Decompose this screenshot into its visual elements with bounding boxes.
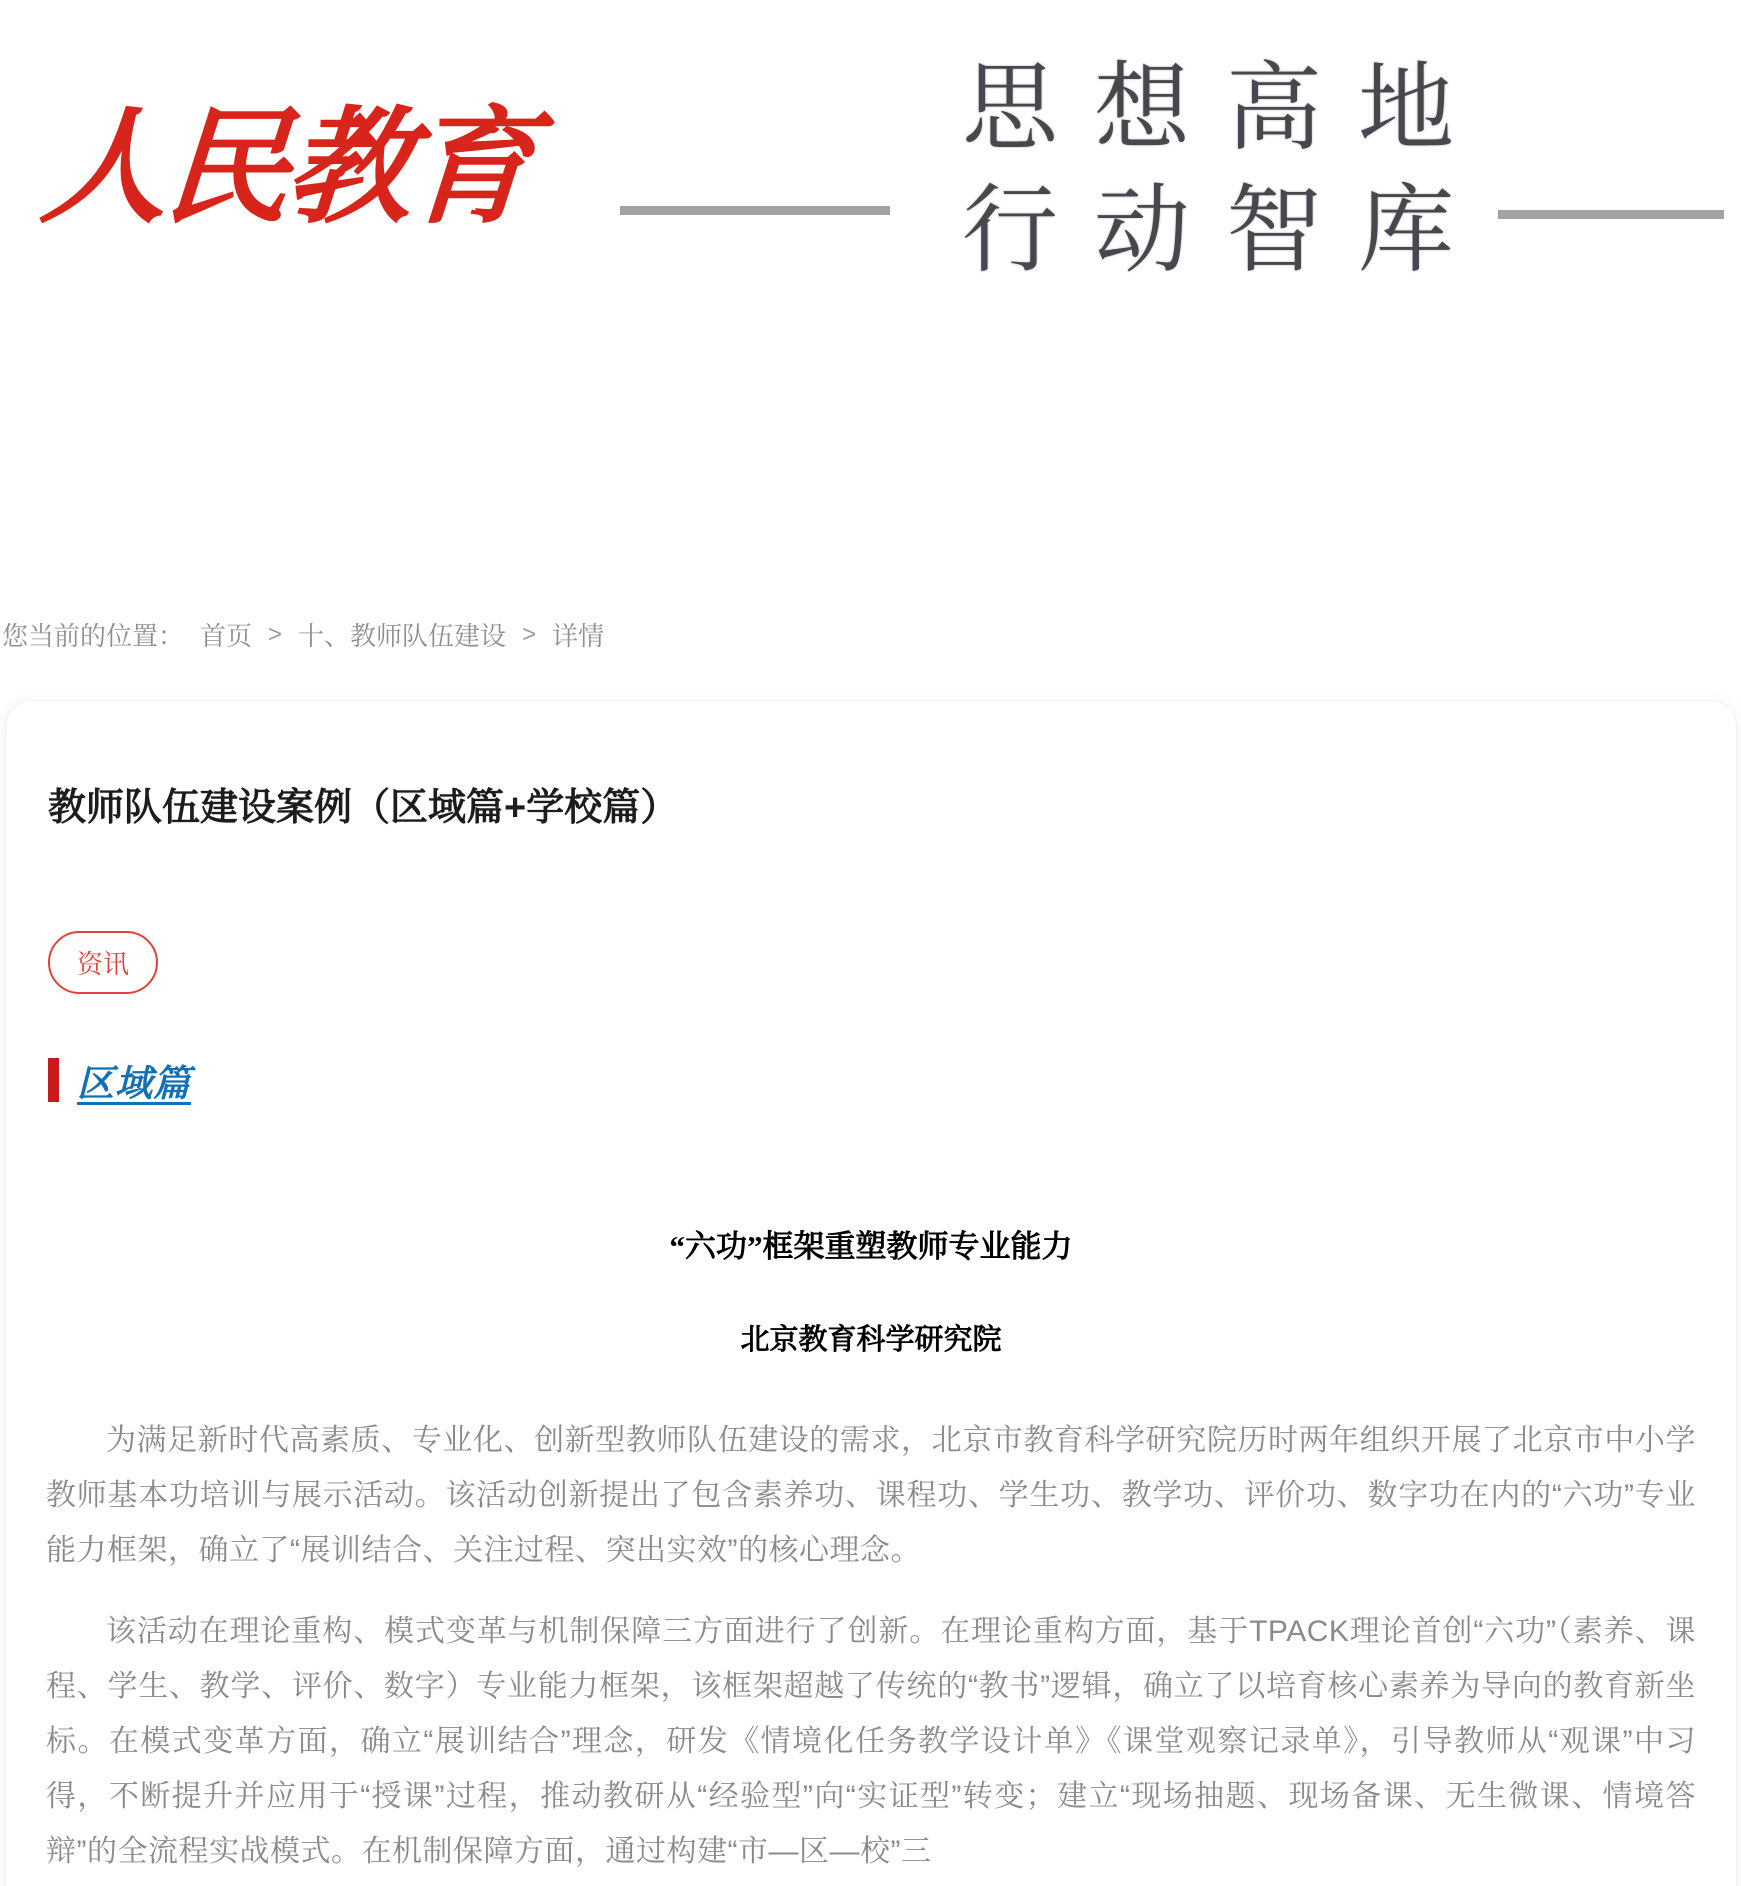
breadcrumb-link-home[interactable]: 首页 [200,621,253,651]
breadcrumb-current-detail: 详情 [552,621,605,651]
slogan-line-1: 思想高地 [962,55,1490,162]
breadcrumb-link-section[interactable]: 十、教师队伍建设 [298,621,507,651]
header-divider-left [620,206,890,215]
slogan-line-2: 行动智库 [962,177,1490,284]
article-tag-badge[interactable]: 资讯 [48,931,158,994]
site-logo[interactable]: 人民教育 [37,99,536,239]
body-paragraph-2: 该活动在理论重构、模式变革与机制保障三方面进行了创新。在理论重构方面，基于TPACK理论首创“六功”（素养、课程、学生、教学、评价、数字）专业能力框架，该框架超越了传统的“教书”逻辑，确立了以培育核心素养为导向的教育新坐标。在模式变革方面，确立“展训结合”理念，研发《情境化任务教学设计单》《课堂观察记录单》，引导教师从“观课”中习得，不断提升并应用于“授课”过程，推动教研从“经验型”向“实证型”转变；建立“现场抽题、现场备课、无生微课、情境答辩”的全流程实战模式。在机制保障方面，通过构建“市—区—校”三 [46,1615,1696,1868]
case-organization: 北京教育科学研究院 [740,1324,1002,1356]
article-title: 教师队伍建设案例（区域篇+学校篇） [48,787,679,829]
breadcrumb [2,616,604,653]
site-slogan [962,48,1490,292]
article-body [46,1413,1696,1879]
breadcrumb-label: 您当前的位置： [2,621,185,651]
section-red-bar [48,1058,59,1102]
body-paragraph-1: 为满足新时代高素质、专业化、创新型教师队伍建设的需求，北京市教育科学研究院历时两年组织开展了北京市中小学教师基本功培训与展示活动。该活动创新提出了包含素养功、课程功、学生功、教学功、评价功、数字功在内的“六功”专业能力框架，确立了“展训结合、关注过程、突出实效”的核心理念。 [46,1424,1696,1567]
article-card [5,700,1737,1886]
case-title: “六功”框架重塑教师专业能力 [669,1229,1073,1264]
site-header [0,0,1741,500]
section-heading-link[interactable]: 区域篇 [77,1063,191,1104]
breadcrumb-separator-1: > [268,620,283,648]
header-divider-right [1498,210,1724,219]
breadcrumb-separator-2: > [522,620,537,648]
section-heading-row [48,1053,191,1107]
